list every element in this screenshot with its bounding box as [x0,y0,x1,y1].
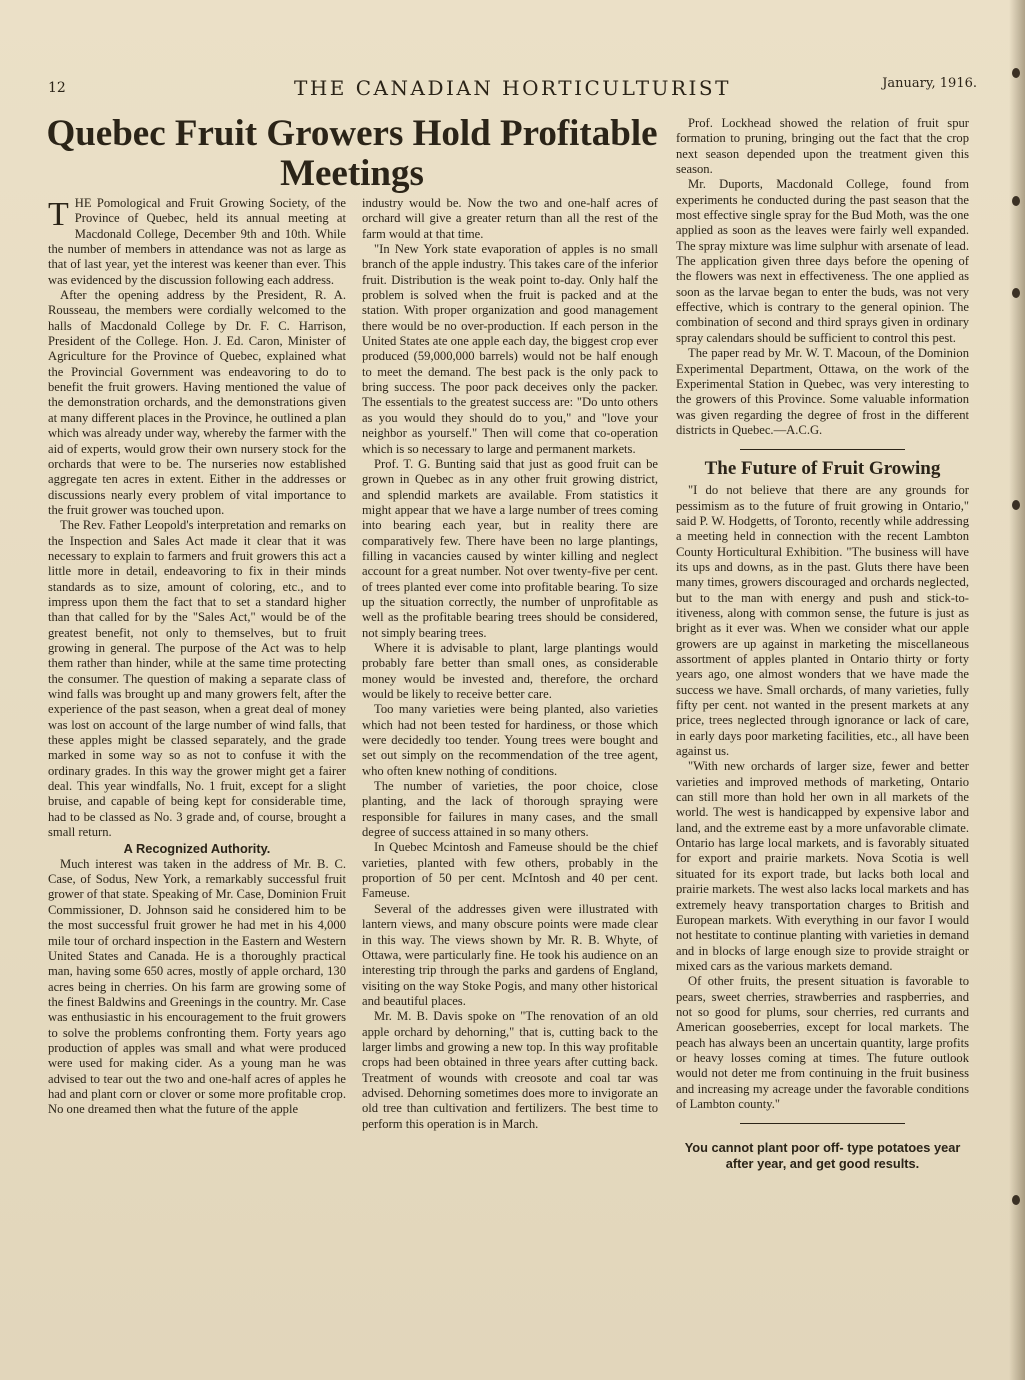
section-divider [740,1123,904,1124]
article-paragraph: Much interest was taken in the address of Mr. B. C. Case, of Sodus, New York, a remarkably successful fruit grower of that state. Speaking of Mr. Case, Dominion Fruit Commissioner, D. Johnson said he considered him to be the most successful fruit grower he had met in his 4,000 mile tour of orchard inspection in the Eastern and Western United States and Canada. He is a thoroughly practical man, having some 650 acres, mostly of apple orchard, 130 acres being in cherries. On his farm are growing some of the finest Baldwins and Greenings in the country. Mr. Case was enthusiastic in his encouragement to the fruit growers to solve the problems confronting them. Forty years ago production of apples was small and what were produced were used for making cider. As a young man he was advised to tear out the two and one-half acres of apples he had and plant corn or clover or some more profitable crop. No one dreamed then what the future of the apple [48,856,347,1117]
article-paragraph: In Quebec Mcintosh and Fameuse should be the chief varieties, planted with few others, probably in the proportion of 50 per cent. McIntosh and 40 per cent. Fameuse. [362,840,658,901]
article-paragraph: The Rev. Father Leopold's interpretation and remarks on the Inspection and Sales Act made it clear that it was necessary to explain to farmers and fruit growers this act a little more in detail, endeavoring to fix in their minds standards as to size, amount of coloring, etc., and to impress upon them the fact that to set a standard higher than that called for by the "Sales Act," would be of the greatest benefit, not only to themselves, but to fruit growing in general. The purpose of the Act was to help them rather than hinder, while at the same time protecting the consumer. The question of making a separate class of wind falls was brought up and many growers felt, after the experience of the past season, when a great deal of money was lost on account of the large number of wind falls, that these apples might be classed separately, and the grade marked in some way so as not to confuse it with the ordinary grades. In this way the grower might get a fairer deal. This year windfalls, No. 1 fruit, except for a slight bruise, and capable of being kept for considerable time, had to be classed as No. 3 grade and, of course, brought a small return. [48,518,346,840]
article-paragraph: Where it is advisable to plant, large plantings would probably fare better than small ones, as considerable money would be invested and, therefore, the orchard would be likely to receive better care. [362,640,658,701]
binding-edge [1009,0,1025,1380]
article-paragraph: The number of varieties, the poor choice, close planting, and the lack of thorough spraying were responsible for failures in many cases, and the small degree of success attained in so many others. [362,779,658,840]
binding-hole-icon [1012,288,1020,298]
issue-date: January, 1916. [882,76,977,91]
drop-cap: T [48,196,69,233]
masthead: THE CANADIAN HORTICULTURIST [294,76,731,100]
article-column-3 [676,116,969,1171]
article-paragraph: industry would be. Now the two and one-half acres of orchard will give a greater return than all the rest of the farm would at that time. [362,196,658,241]
article-paragraph: THE Pomological and Fruit Growing Society, of the Province of Quebec, held its annual meeting at Macdonald College, December 9th and 10th. While the number of members in attendance was not as large as that of last year, yet the interest was keener than ever. This was evidenced by the discussion following each address. [48,196,346,287]
article-column-1 [48,196,346,1118]
article-paragraph: Too many varieties were being planted, also varieties which had not been tested for hardiness, or those which were decidedly too tender. Young trees were bought and set out simply on the recommendation of the tree agent, who often knew nothing of conditions. [362,702,658,778]
filler-note: You cannot plant poor off- type potatoes year after year, and get good results. [684,1140,961,1171]
section-subhead: A Recognized Authority. [123,841,271,857]
page-number: 12 [48,80,66,96]
sidebar-paragraph: Of other fruits, the present situation is favorable to pears, sweet cherries, strawberries and raspberries, and not so good for plums, sour cherries, red currants and American gooseberries, except for local markets. The peach has always been an uncertain quantity, large profits or heavy losses coming at times. The future outlook would not deter me from continuing in the fruit business and increasing my acreage under the favorable conditions of Lambton county." [676,974,969,1111]
binding-hole-icon [1012,68,1020,78]
article-column-2 [362,196,658,1132]
article-paragraph: Several of the addresses given were illustrated with lantern views, and many obscure points were made clear in this way. The views shown by Mr. R. B. Whyte, of Ottawa, were particularly fine. He took his audience on an interesting trip through the parks and gardens of England, visiting on the way Stoke Pogis, and many other historical and beautiful places. [362,901,658,1008]
article-paragraph: The paper read by Mr. W. T. Macoun, of the Dominion Experimental Department, Ottawa, on the work of the Experimental Station in Quebec, was very interesting to the growers of this Province. Some valuable information was given regarding the degree of frost in the different districts in Quebec.—A.C.G. [676,346,969,437]
binding-hole-icon [1012,500,1020,510]
article-paragraph: "In New York state evaporation of apples is no small branch of the apple industry. This takes care of the inferior fruit. Distribution is the weak point to-day. Only half the problem is solved when the fruit is packed and at the station. With proper organization and good management there would be no over-production. If each person in the United States ate one apple each day, the biggest crop ever produced (59,000,000 barrels) would not be half enough to meet the demand. The best pack is the only pack to bring success. The poor pack deceives only the packer. The essentials to the greatest success are: "Do unto others as you would they should do to you," and "love your neighbor as yourself." Then will come that co-operation which is so necessary to large and permanent markets. [362,242,658,456]
article-headline [40,114,664,194]
sidebar-paragraph: "With new orchards of larger size, fewer and better varieties and improved methods of marketing, Ontario can still more than hold her own in all markets of the world. The west is handicapped by expensive labor and land, and the extreme east by a more unfavorable climate. Ontario has large local markets, and is favorably situated for export and prairie markets. Nova Scotia is well situated for its export trade, but lacks both local and prairie markets. The west also lacks local markets and has extremely heavy transportation charges to British and European markets. With everything in our favor I would not hestitate to continue planting with varieties in demand and in blocks of large enough size to provide straight or mixed cars as the various markets demand. [676,759,969,973]
article-paragraph: Prof. T. G. Bunting said that just as good fruit can be grown in Quebec as in any other fruit growing district, and splendid markets are available. From statistics it might appear that we have a large number of trees coming into bearing each year, but in reality there are comparatively few. There have been no large plantings, filling in vacancies caused by winter killing and neglect account for a great number. Not over twenty-five per cent. of trees planted ever come into profitable bearing. To size up the situation correctly, the number of unprofitable as well as the profitable bearing trees should be considered, not simply bearing trees. [362,456,658,640]
article-paragraph: Mr. Duports, Macdonald College, found from experiments he conducted during the past season that the most effective single spray for the Bud Moth, was the one applied as soon as the leaves were fairly well expanded. The spray mixture was lime sulphur with arsenate of lead. The application given three days before the opening of the flowers was next in effectiveness. The one applied as soon as the larvae began to enter the buds, was not very effective, which is contrary to the general opinion. The combination of second and third sprays given in ordinary spray calendars should be sufficient to control this pest. [676,177,969,345]
page-header [48,74,977,102]
article-paragraph: After the opening address by the President, R. A. Rousseau, the members were cordially welcomed to the halls of Macdonald College by Dr. F. C. Harrison, President of the College. Hon. J. Ed. Caron, Minister of Agriculture for the Province of Quebec, explained what the Provincial Government was endeavoring to do to benefit the fruit growers. Having mentioned the value of the demonstration orchards, and the demonstrations given at many different places in the Province, he outlined a plan which was already under way, whereby the farmer with the aid of experts, would grow their own nursery stock for the orchards that were to be. The nurseries now established aggregate ten acres in extent. Either in the addresses or discussions nearly every problem of vital importance to the fruit grower was touched upon. [48,288,346,517]
sidebar-title: The Future of Fruit Growing [704,458,941,480]
article-paragraph: Prof. Lockhead showed the relation of fruit spur formation to pruning, bringing out the fact that the crop next season depended upon the treatment given this season. [676,116,969,177]
section-divider [740,449,904,450]
binding-hole-icon [1012,1195,1020,1205]
binding-hole-icon [1012,196,1020,206]
article-paragraph: Mr. M. B. Davis spoke on "The renovation of an old apple orchard by dehorning," that is, cutting back to the larger limbs and growing a new top. In this way profitable crops had been obtained in three years after cutting back. Treatment of wounds with creosote and coal tar was advised. Dehorning sometimes does more to invigorate an old tree than cultivation and fertilizers. The best time to perform this operation is in March. [362,1009,658,1131]
headline-line-1: Quebec Fruit Growers Hold Profitable [46,113,658,154]
headline-line-2: Meetings [280,153,424,194]
sidebar-paragraph: "I do not believe that there are any grounds for pessimism as to the future of fruit growing in Ontario," said P. W. Hodgetts, of Toronto, recently while addressing a meeting held in connection with the recent Lambton County Horticultural Exhibition. "The business will have its ups and downs, as in the past. Gluts there have been many times, growers discouraged and orchards neglected, but to the man with energy and push and stick-to-itiveness, along with common sense, the future is just as bright as it ever was. When we consider what our apple growers are up against in marketing the miscellaneous assortment of apples planted in Ontario thirty or forty years ago, one almost wonders that we have made the success we have. Small orchards, of many varieties, fully fifty per cent. not wanted in the present markets at any price, trees neglected through ignorance or lack of care, in early days poor marketing facilities, etc., all have been against us. [676,483,969,759]
